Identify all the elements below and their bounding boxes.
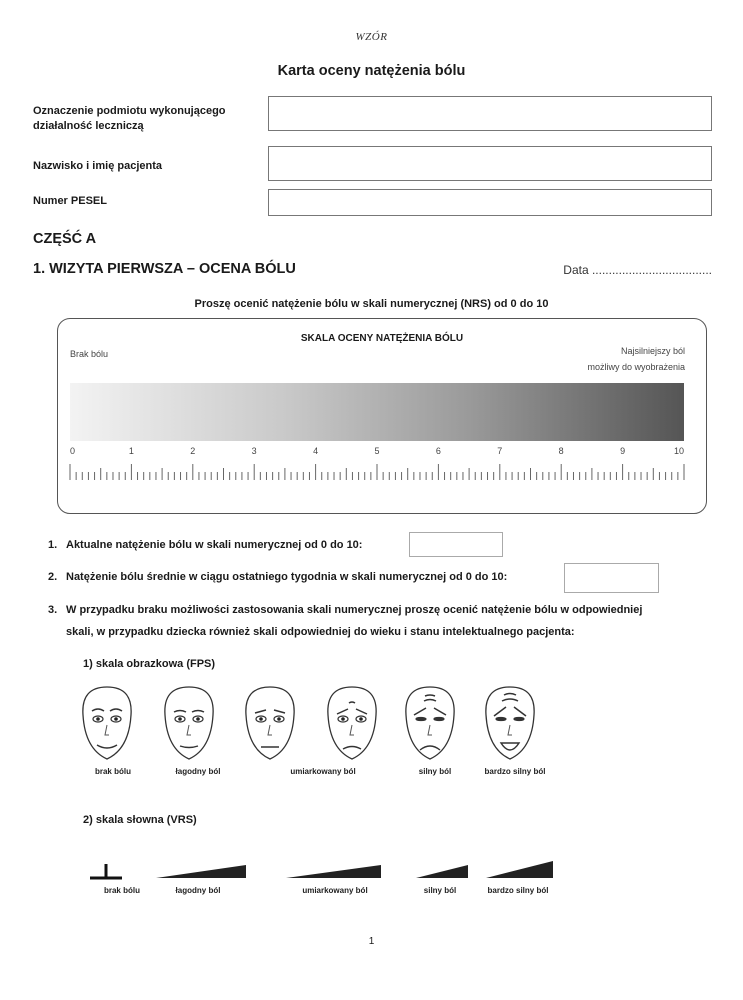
fps-caption-severe: silny ból <box>418 767 452 776</box>
face-0 <box>83 687 131 759</box>
pesel-label: Numer PESEL <box>33 195 107 207</box>
template-marker: WZÓR <box>355 31 388 43</box>
vrs-caption-none: brak bólu <box>103 886 140 895</box>
vrs-none-marker <box>90 864 122 878</box>
vrs-wedge-severe <box>416 865 468 878</box>
vrs-heading: 2) skala słowna (VRS) <box>83 814 197 826</box>
fps-caption-very-severe: bardzo silny ból <box>484 767 546 776</box>
nrs-instruction: Proszę ocenić natężenie bólu w skali numerycznej (NRS) od 0 do 10 <box>194 298 549 310</box>
question-1 <box>48 534 362 556</box>
face-3 <box>328 687 376 759</box>
question-2 <box>48 566 507 588</box>
face-2 <box>246 687 294 759</box>
page-number: 1 <box>368 936 375 947</box>
scale-left-label: Brak bólu <box>70 349 109 359</box>
scale-ruler <box>60 458 700 484</box>
fps-faces <box>80 685 550 765</box>
vrs-wedge-mild <box>156 865 246 878</box>
facility-label: Oznaczenie podmiotu wykonującego działalność leczniczą <box>33 105 226 132</box>
pain-gradient-bar <box>70 383 684 441</box>
question-1-number: 1. <box>48 539 58 551</box>
fps-heading: 1) skala obrazkowa (FPS) <box>83 658 216 670</box>
scale-tick-label: 6 <box>435 446 441 456</box>
vrs-caption-mild: łagodny ból <box>175 886 221 895</box>
scale-right-label-1: Najsilniejszy ból <box>620 346 685 356</box>
scale-tick-label: 1 <box>128 446 134 456</box>
scale-tick-label: 3 <box>251 446 257 456</box>
part-heading: CZĘŚĆ A <box>33 231 97 247</box>
facility-field[interactable] <box>268 96 712 131</box>
fps-caption-mild: łagodny ból <box>175 767 221 776</box>
vrs-caption-very-severe: bardzo silny ból <box>487 886 549 895</box>
fps-caption-none: brak bólu <box>94 767 131 776</box>
scale-tick-label: 8 <box>558 446 564 456</box>
current-pain-input[interactable] <box>409 532 503 557</box>
face-5 <box>486 687 534 759</box>
scale-tick-label: 2 <box>190 446 196 456</box>
visit-heading: 1. WIZYTA PIERWSZA – OCENA BÓLU <box>33 261 296 277</box>
pesel-field[interactable] <box>268 189 712 216</box>
question-3-line-2: skali, w przypadku dziecka również skali odpowiedniej do wieku i stanu intelektualnego pacjenta: <box>66 626 575 638</box>
weekly-pain-input[interactable] <box>564 563 659 593</box>
question-3-line-1: W przypadku braku możliwości zastosowania skali numerycznej proszę ocenić natężenie bólu w odpowiedniej <box>66 604 643 616</box>
vrs-wedges <box>90 858 560 884</box>
document-title: Karta oceny natężenia bólu <box>277 63 466 79</box>
vrs-caption-severe: silny ból <box>423 886 457 895</box>
scale-tick-label: 10 <box>673 446 684 456</box>
nrs-scale-title: SKALA OCENY NATĘŻENIA BÓLU <box>300 333 464 344</box>
face-4 <box>406 687 454 759</box>
scale-tick-label: 9 <box>620 446 626 456</box>
patient-name-label: Nazwisko i imię pacjenta <box>33 160 162 172</box>
date-field[interactable]: Data .................................... <box>563 263 712 277</box>
question-3-number: 3. <box>48 604 58 616</box>
question-3 <box>48 599 642 643</box>
scale-tick-label: 4 <box>313 446 319 456</box>
scale-tick-label: 0 <box>70 446 76 456</box>
scale-tick-label: 7 <box>497 446 503 456</box>
fps-caption-moderate: umiarkowany ból <box>290 767 356 776</box>
scale-right-label-2: możliwy do wyobrażenia <box>587 362 685 372</box>
scale-tick-label: 5 <box>374 446 380 456</box>
vrs-wedge-very-severe <box>486 861 553 878</box>
question-1-text: Aktualne natężenie bólu w skali numerycznej od 0 do 10: <box>66 539 363 551</box>
patient-name-field[interactable] <box>268 146 712 181</box>
question-2-number: 2. <box>48 571 58 583</box>
vrs-wedge-moderate <box>286 865 381 878</box>
face-1 <box>165 687 213 759</box>
question-2-text: Natężenie bólu średnie w ciągu ostatniego tygodnia w skali numerycznej od 0 do 10: <box>66 571 508 583</box>
vrs-caption-moderate: umiarkowany ból <box>302 886 368 895</box>
